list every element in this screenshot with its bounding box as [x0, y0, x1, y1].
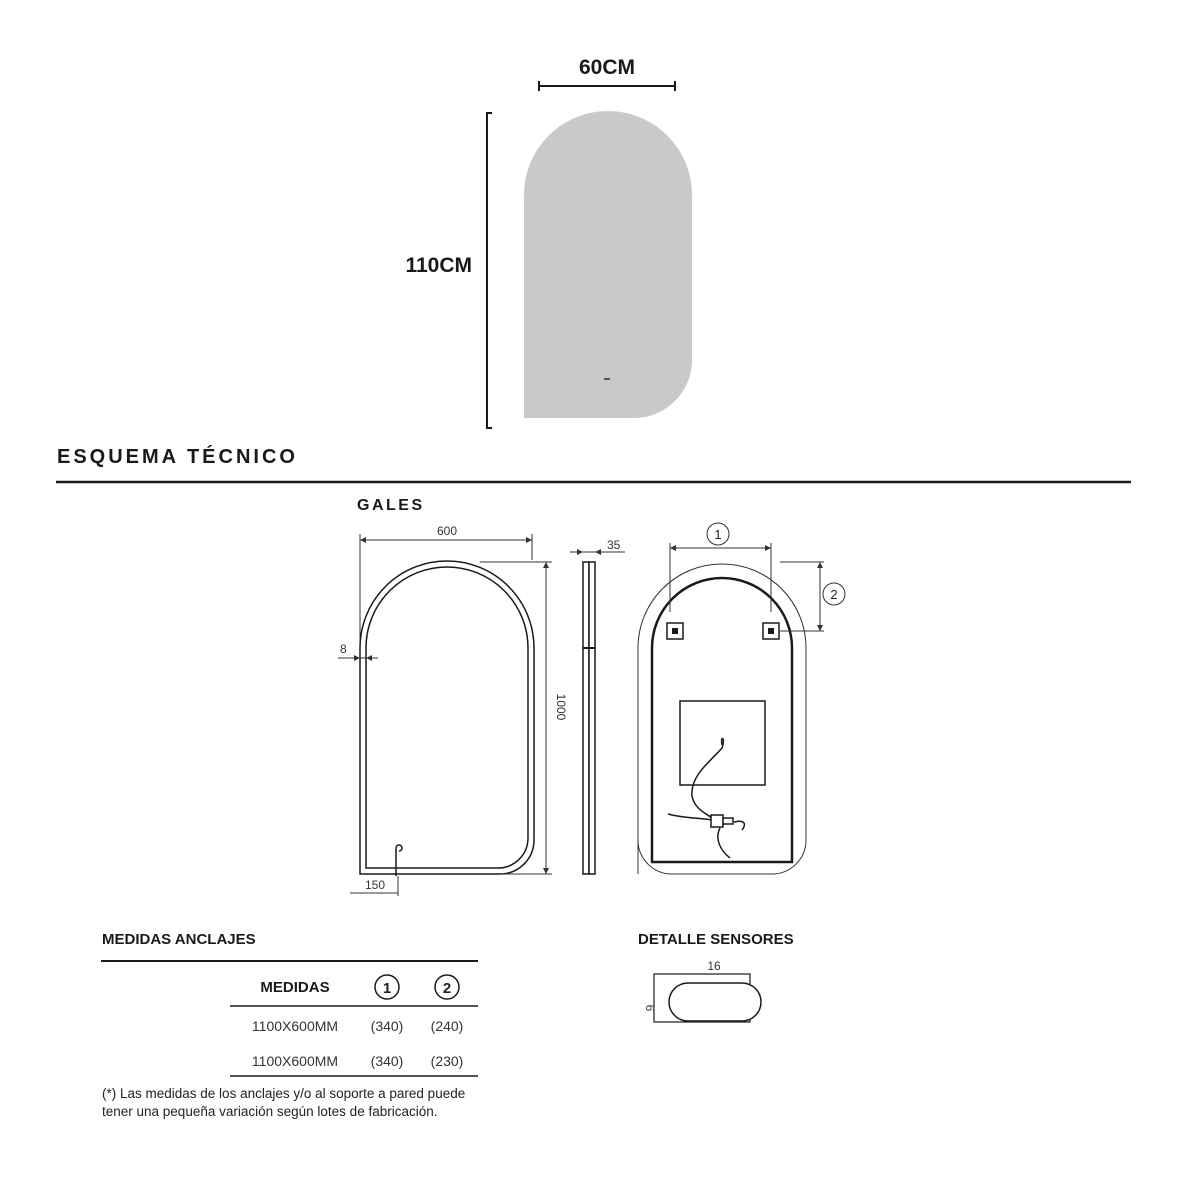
front-outer-outline: [360, 561, 534, 874]
edge-label: 8: [340, 642, 347, 656]
side-mirror-panel: [583, 562, 589, 874]
back-technical-view: [638, 523, 845, 874]
connector-block: [711, 815, 723, 827]
anchor-right-core: [768, 628, 774, 634]
front-sensor-icon: [396, 845, 402, 876]
table-header-medidas: MEDIDAS: [260, 979, 330, 996]
anchor-left-core: [672, 628, 678, 634]
row-1-value-2: (240): [430, 1018, 464, 1034]
mirror-silhouette: [524, 111, 692, 418]
marker-2-label: 2: [830, 587, 838, 602]
front-technical-view: [338, 524, 568, 896]
mirror-sensor-mark: [604, 378, 610, 380]
height-dimension-bracket: [487, 113, 492, 428]
model-name: GALES: [357, 497, 425, 514]
height-label: 110CM: [405, 254, 472, 277]
width-label: 60CM: [578, 56, 636, 79]
depth-label: 35: [607, 538, 621, 552]
top-mirror-view: [405, 56, 692, 428]
table-row: [252, 1018, 463, 1034]
section-title: ESQUEMA TÉCNICO: [57, 446, 298, 468]
row-2-value-1: (340): [370, 1053, 404, 1069]
side-technical-view: [570, 538, 625, 874]
cable-right: [734, 821, 744, 830]
anchors-footnote: (*) Las medidas de los anclajes y/o al soporte a pared puede tener una pequeña variación según lotes de fabricación.: [102, 1086, 466, 1119]
front-height-label: 1000: [554, 693, 568, 721]
table-header-col2-label: 2: [442, 980, 452, 997]
sensor-detail-title: DETALLE SENSORES: [638, 931, 794, 948]
side-frame-panel: [589, 562, 595, 874]
row-2-size: 1100X600MM: [251, 1053, 339, 1069]
sensor-height-label: 6: [643, 1004, 657, 1012]
connector-plug: [723, 818, 733, 824]
row-2-value-2: (230): [430, 1053, 464, 1069]
marker-1-label: 1: [714, 527, 722, 542]
anchors-table: [101, 931, 478, 1076]
row-1-size: 1100X600MM: [251, 1018, 339, 1034]
anchors-table-title: MEDIDAS ANCLAJES: [102, 931, 256, 948]
table-row: [252, 1053, 463, 1069]
row-1-value-1: (340): [370, 1018, 404, 1034]
front-inner-outline: [366, 567, 528, 868]
table-header-col1-label: 1: [382, 980, 392, 997]
sensor-width-label: 16: [707, 959, 721, 973]
front-width-label: 600: [436, 524, 458, 538]
sensor-detail: [638, 931, 794, 1022]
sensor-detail-capsule: [669, 983, 761, 1021]
cable-upper: [692, 739, 724, 818]
cable-lower: [718, 828, 730, 858]
sensor-offset-label: 150: [364, 878, 386, 892]
driver-box: [680, 701, 765, 785]
cable-left: [668, 814, 712, 820]
